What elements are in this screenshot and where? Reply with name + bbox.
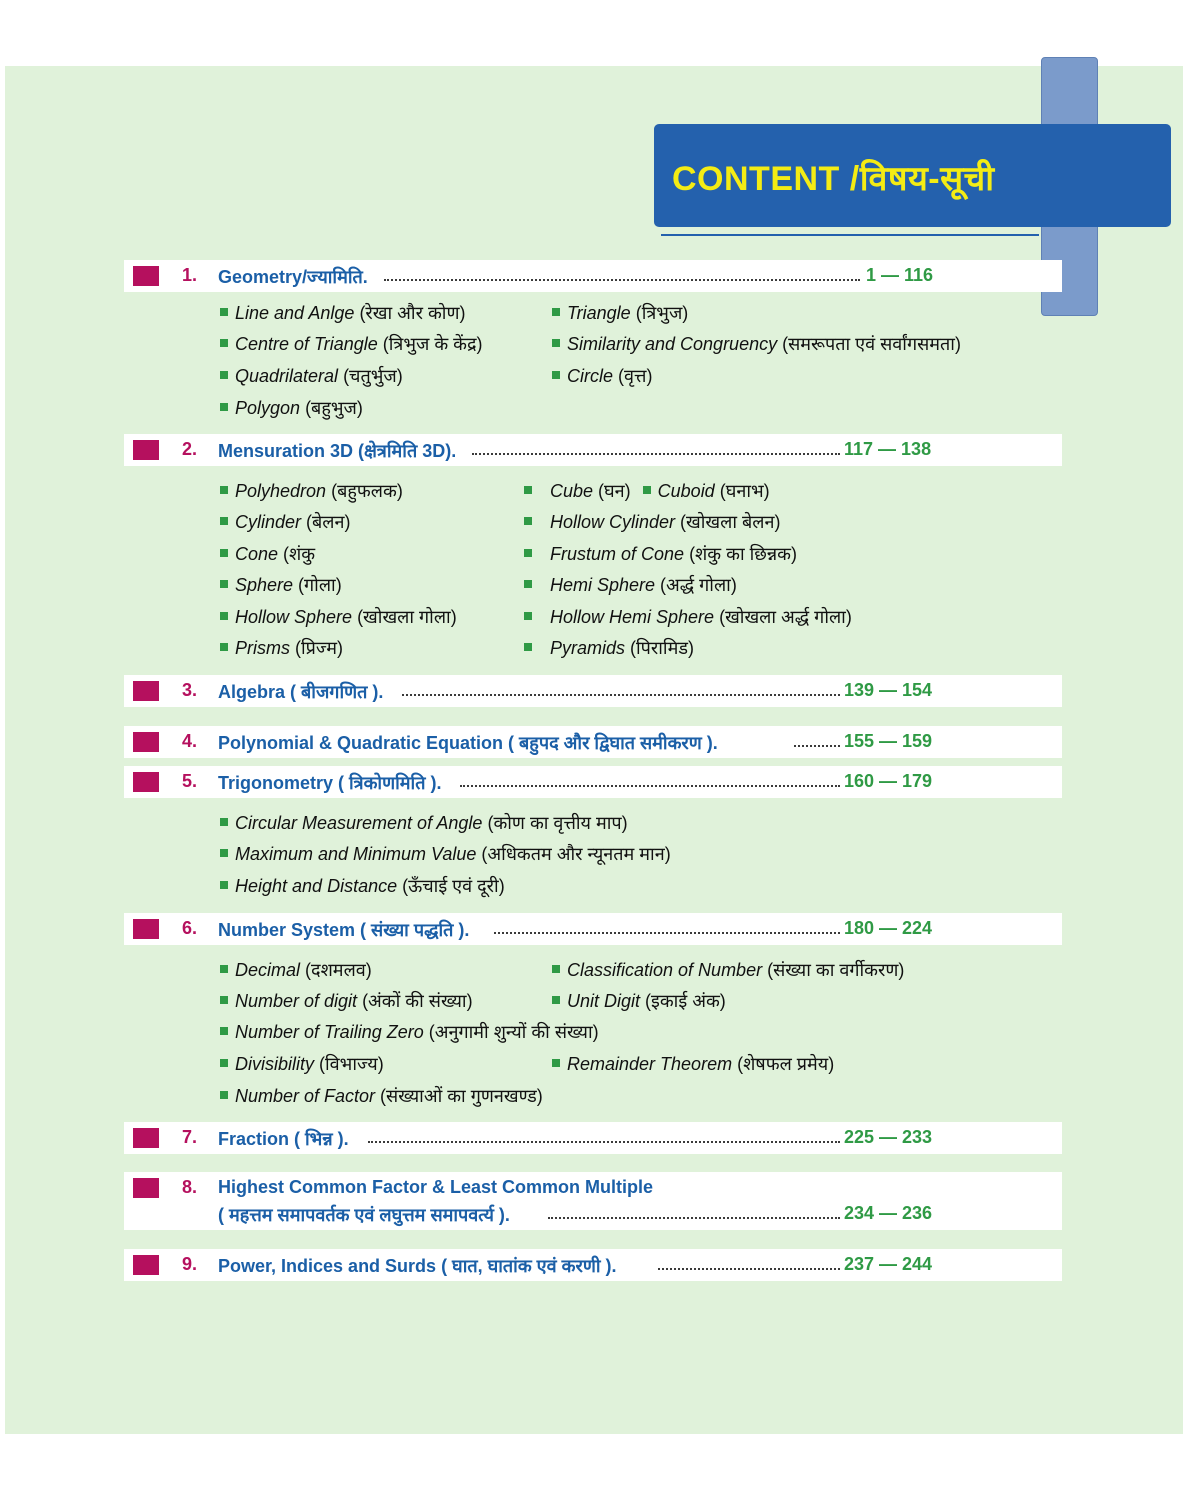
header-underline: [661, 234, 1039, 236]
bullet-icon: [220, 643, 228, 651]
dot-leader: [658, 1268, 840, 1270]
bullet-icon: [524, 517, 532, 525]
bullet-icon: [552, 965, 560, 973]
chapter-pages: 139 — 154: [844, 680, 933, 700]
bullet-icon: [220, 818, 228, 826]
chapter-number: 3.: [182, 680, 198, 700]
chapter-number: 7.: [182, 1127, 198, 1147]
topic-item: Hollow Hemi Sphere (खोखला अर्द्ध गोला): [524, 605, 852, 629]
bullet-icon: [552, 308, 560, 316]
topic-item: Divisibility (विभाज्य): [220, 1052, 384, 1076]
chapter-title: Highest Common Factor & Least Common Multiple: [218, 1177, 654, 1197]
topic-item: Hemi Sphere (अर्द्ध गोला): [524, 573, 737, 597]
bullet-icon: [220, 371, 228, 379]
chapter-number: 6.: [182, 918, 198, 938]
topic-item: Centre of Triangle (त्रिभुज के केंद्र): [220, 332, 483, 356]
bullet-icon: [220, 517, 228, 525]
dot-leader: [384, 279, 860, 281]
dot-leader: [548, 1217, 840, 1219]
chapter-marker: [133, 1255, 159, 1275]
chapter-number: 8.: [182, 1177, 198, 1197]
chapter-row-3[interactable]: [124, 675, 1062, 707]
topic-item: Prisms (प्रिज्म): [220, 636, 343, 660]
bullet-icon: [552, 371, 560, 379]
bullet-icon: [220, 965, 228, 973]
chapter-pages: 180 — 224: [844, 918, 933, 938]
dot-leader: [794, 745, 840, 747]
chapter-title: Trigonometry ( त्रिकोणमिति ).: [218, 773, 442, 793]
topic-item: Circle (वृत्त): [552, 364, 652, 388]
bullet-icon: [524, 643, 532, 651]
bullet-icon: [220, 403, 228, 411]
chapter-row-1[interactable]: [124, 260, 1062, 292]
chapter-marker: [133, 681, 159, 701]
bullet-icon: [220, 308, 228, 316]
chapter-title: Algebra ( बीजगणित ).: [218, 682, 384, 702]
chapter-title-hindi: ( महत्तम समापवर्तक एवं लघुत्तम समापवर्त्य ).: [218, 1205, 510, 1225]
chapter-row-7[interactable]: [124, 1122, 1062, 1154]
chapter-marker: [133, 1178, 159, 1198]
topic-item: Cube (घन) Cuboid (घनाभ): [524, 479, 770, 503]
dot-leader: [460, 785, 840, 787]
chapter-number: 5.: [182, 771, 198, 791]
bullet-icon: [220, 486, 228, 494]
chapter-marker: [133, 732, 159, 752]
chapter-number: 1.: [182, 265, 198, 285]
chapter-pages: 225 — 233: [844, 1127, 933, 1147]
chapter-title: Geometry/ज्यामिति.: [218, 267, 368, 287]
chapter-title: Mensuration 3D (क्षेत्रमिति 3D).: [218, 441, 457, 461]
chapter-pages: 117 — 138: [844, 439, 932, 459]
bullet-icon: [643, 486, 651, 494]
bullet-icon: [220, 881, 228, 889]
chapter-row-6[interactable]: [124, 913, 1062, 945]
topic-item: Cone (शंकु: [220, 542, 315, 566]
topic-item: Unit Digit (इकाई अंक): [552, 989, 726, 1013]
topic-item: Polyhedron (बहुफलक): [220, 479, 403, 503]
chapter-marker: [133, 266, 159, 286]
topic-item: Number of Factor (संख्याओं का गुणनखण्ड): [220, 1084, 543, 1108]
chapter-row-9[interactable]: [124, 1249, 1062, 1281]
topic-item: Sphere (गोला): [220, 573, 342, 597]
topic-item: Hollow Cylinder (खोखला बेलन): [524, 510, 780, 534]
topic-item: Remainder Theorem (शेषफल प्रमेय): [552, 1052, 834, 1076]
bullet-icon: [220, 996, 228, 1004]
chapter-pages: 155 — 159: [844, 731, 933, 751]
topic-item: Height and Distance (ऊँचाई एवं दूरी): [220, 874, 505, 898]
chapter-number: 2.: [182, 439, 198, 459]
bullet-icon: [524, 612, 532, 620]
bullet-icon: [220, 1059, 228, 1067]
chapter-marker: [133, 919, 159, 939]
chapter-pages: 234 — 236: [844, 1203, 933, 1223]
bullet-icon: [524, 580, 532, 588]
chapter-row-2[interactable]: [124, 434, 1062, 466]
bullet-icon: [552, 339, 560, 347]
page-title: CONTENT /विषय-सूची: [672, 160, 995, 198]
chapter-pages: 237 — 244: [844, 1254, 933, 1274]
topic-item: Classification of Number (संख्या का वर्गीकरण): [552, 958, 904, 982]
chapter-row-4[interactable]: [124, 726, 1062, 758]
content-header: [654, 124, 1171, 227]
topic-item: Cylinder (बेलन): [220, 510, 351, 534]
bullet-icon: [552, 1059, 560, 1067]
chapter-number: 9.: [182, 1254, 198, 1274]
chapter-row-8[interactable]: [124, 1172, 1062, 1230]
topic-item: Pyramids (पिरामिड): [524, 636, 694, 660]
dot-leader: [368, 1141, 840, 1143]
topic-item: Circular Measurement of Angle (कोण का वृत्तीय माप): [220, 811, 628, 835]
topic-item: Number of Trailing Zero (अनुगामी शुन्यों की संख्या): [220, 1020, 599, 1044]
chapter-marker: [133, 440, 159, 460]
topic-item: Triangle (त्रिभुज): [552, 301, 688, 325]
bullet-icon: [220, 1091, 228, 1099]
chapter-title: Power, Indices and Surds ( घात, घातांक एवं करणी ).: [218, 1256, 617, 1276]
dot-leader: [472, 453, 840, 455]
dot-leader: [494, 932, 840, 934]
chapter-marker: [133, 1128, 159, 1148]
topic-item: Quadrilateral (चतुर्भुज): [220, 364, 403, 388]
topic-item: Frustum of Cone (शंकु का छिन्नक): [524, 542, 797, 566]
topic-item: Maximum and Minimum Value (अधिकतम और न्यूनतम मान): [220, 842, 671, 866]
topic-item: Line and Anlge (रेखा और कोण): [220, 301, 465, 325]
bullet-icon: [220, 1027, 228, 1035]
dot-leader: [402, 694, 840, 696]
bullet-icon: [524, 549, 532, 557]
chapter-title: Polynomial & Quadratic Equation ( बहुपद और द्विघात समीकरण ).: [218, 733, 718, 753]
topic-item: Hollow Sphere (खोखला गोला): [220, 605, 457, 629]
bullet-icon: [220, 849, 228, 857]
chapter-title: Number System ( संख्या पद्धति ).: [218, 920, 470, 940]
chapter-row-5[interactable]: [124, 766, 1062, 798]
chapter-pages: 1 — 116: [866, 265, 934, 285]
chapter-title: Fraction ( भिन्न ).: [218, 1129, 349, 1149]
bullet-icon: [220, 339, 228, 347]
topic-item: Polygon (बहुभुज): [220, 396, 363, 420]
topic-item: Number of digit (अंकों की संख्या): [220, 989, 473, 1013]
bullet-icon: [552, 996, 560, 1004]
chapter-number: 4.: [182, 731, 198, 751]
bullet-icon: [220, 612, 228, 620]
bullet-icon: [524, 486, 532, 494]
topic-item: Similarity and Congruency (समरूपता एवं सर्वांगसमता): [552, 332, 961, 356]
chapter-marker: [133, 772, 159, 792]
bullet-icon: [220, 549, 228, 557]
bullet-icon: [220, 580, 228, 588]
chapter-pages: 160 — 179: [844, 771, 933, 791]
topic-item: Decimal (दशमलव): [220, 958, 372, 982]
